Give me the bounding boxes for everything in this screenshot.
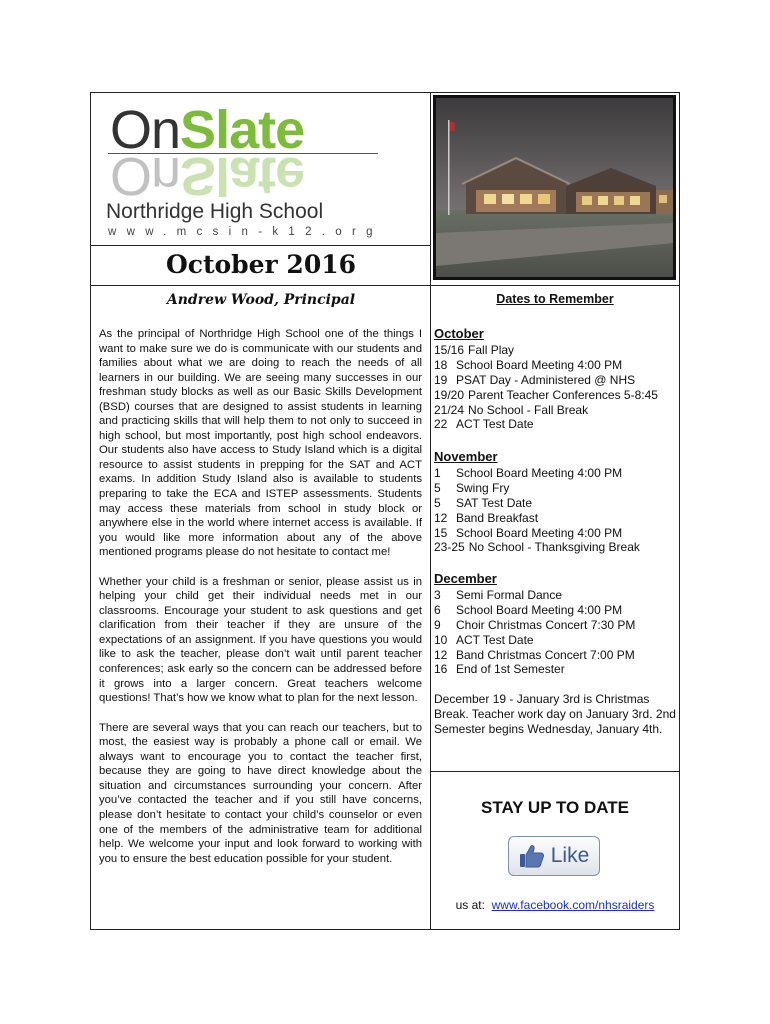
- principal-byline: Andrew Wood, Principal: [166, 292, 356, 308]
- event-item: 23-25 No School - Thanksgiving Break: [434, 540, 640, 555]
- month-heading: December: [434, 571, 497, 586]
- onslate-logo: [104, 100, 424, 245]
- event-item: 16 End of 1st Semester: [434, 662, 565, 677]
- school-name: Northridge High School: [106, 200, 324, 223]
- event-item: 10 ACT Test Date: [434, 632, 534, 647]
- school-url: www.mcsin-k12.org: [108, 226, 383, 238]
- title-divider: [90, 285, 680, 286]
- event-item: 15/16 Fall Play: [434, 342, 515, 357]
- letter-paragraph: As the principal of Northridge High School one of the things I want to make sure we do is communicate with our students and families about what we are doing to reach the needs of all learners in our building. We are seeing many successes in our freshman study blocks as well as our Basic Skills Development (BSD) courses that are designed to assist students in learning and practicing skills that will help them to not only to succeed in high school, but most importantly, post high school endeavors. Our students also have access to Study Island which is a digital resource to assist students in prepping for the SAT and ACT exams. In addition Study Island also is available to students preparing to take the ECA and ISTEP assessments. Students may access these materials from school in study block or anywhere else in the world where internet access is available. If you would like more information about any of the above mentioned programs please do not hesitate to contact me!: [99, 328, 422, 559]
- facebook-line: [432, 898, 678, 912]
- stay-up-to-date-heading: STAY UP TO DATE: [480, 798, 629, 817]
- letter-paragraph: There are several ways that you can reach our teachers, but to most, the easiest way is probably a phone call or email. We always want to encourage you to contact the teacher first, because they are going to have direct knowledge about the situation and circumstances surrounding your concern. After you’ve contacted the teacher and if you still have concerns, please don’t hesitate to contact your child’s counselor or even one of the members of the administrative team for additional help. We welcome your input and look forward to working with you to ensure the best education possible for your student.: [99, 721, 422, 865]
- october-events: [434, 327, 678, 432]
- school-building-photo: [433, 95, 676, 280]
- column-divider: [430, 92, 431, 930]
- facebook-link[interactable]: www.facebook.com/nhsraiders: [491, 898, 655, 912]
- month-heading: October: [434, 326, 484, 341]
- event-item: 1 School Board Meeting 4:00 PM: [434, 465, 623, 480]
- event-item: 9 Choir Christmas Concert 7:30 PM: [434, 617, 636, 632]
- letter-paragraph: Whether your child is a freshman or senior, please assist us in helping your child get their individual needs met in our classrooms. Encourage your student to ask questions and get clarification from their teacher if they are unsure of the expectations of an assignment. If you have questions you would like to ask the teacher, please don’t wait until parent teacher conferences; ask early so the concern can be addressed before it grows into a larger concern. Great teachers welcome questions! That’s how we know what to plan for the next lesson.: [99, 575, 422, 705]
- thumbs-up-icon: [519, 844, 545, 868]
- november-events: [434, 450, 678, 555]
- event-item: 12 Band Breakfast: [434, 510, 539, 525]
- event-item: 19/20 Parent Teacher Conferences 5-8:45: [434, 387, 658, 402]
- month-heading: November: [434, 449, 498, 464]
- event-item: 22 ACT Test Date: [434, 417, 534, 432]
- principal-letter: [99, 327, 422, 881]
- event-item: 5 SAT Test Date: [434, 495, 533, 510]
- event-item: 3 Semi Formal Dance: [434, 587, 563, 602]
- social-divider: [430, 771, 680, 772]
- school-building-illustration: [436, 98, 673, 277]
- event-item: 6 School Board Meeting 4:00 PM: [434, 602, 623, 617]
- event-item: 18 School Board Meeting 4:00 PM: [434, 357, 623, 372]
- newsletter-month-title: October 2016: [165, 250, 357, 279]
- christmas-break-note: December 19 - January 3rd is Christmas Break. Teacher work day on January 3rd. 2nd Semester begins Wednesday, January 4th.: [434, 692, 676, 736]
- logo-wordmark: OnSlate: [110, 100, 305, 160]
- like-label: Like: [550, 844, 590, 867]
- event-item: 15 School Board Meeting 4:00 PM: [434, 525, 623, 540]
- event-item: 5 Swing Fry: [434, 480, 510, 495]
- header-divider: [90, 245, 431, 246]
- logo-reflection: OnSlate: [110, 146, 305, 206]
- event-item: 21/24 No School - Fall Break: [434, 402, 589, 417]
- december-events: [434, 572, 678, 677]
- dates-to-remember-heading: Dates to Remember: [496, 292, 614, 306]
- event-item: 12 Band Christmas Concert 7:00 PM: [434, 647, 635, 662]
- facebook-prefix: us at:: [455, 898, 485, 912]
- facebook-like-button[interactable]: [508, 836, 600, 876]
- event-item: 19 PSAT Day - Administered @ NHS: [434, 372, 636, 387]
